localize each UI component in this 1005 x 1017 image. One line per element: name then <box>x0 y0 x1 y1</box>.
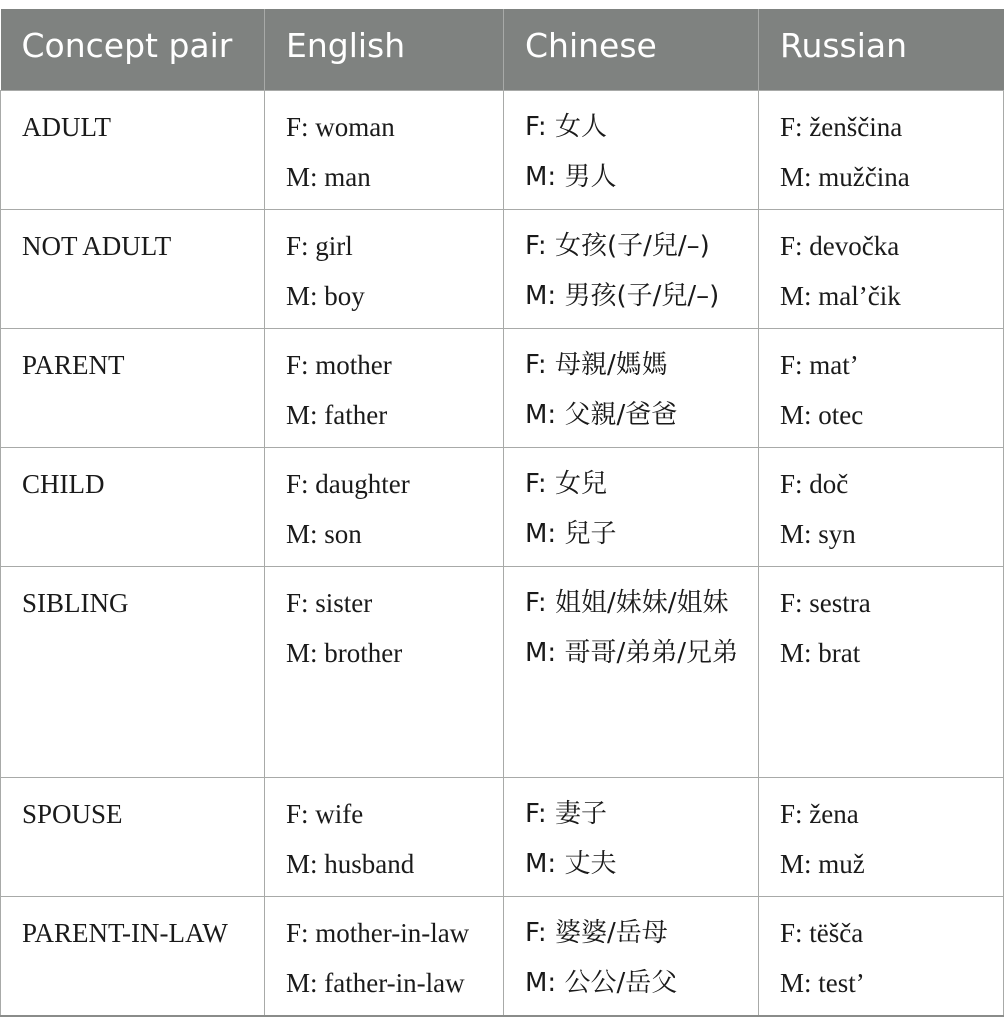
concept-cell <box>1 777 265 896</box>
russian-male: M: muž <box>780 848 865 879</box>
header-row <box>1 9 1004 90</box>
english-male: M: boy <box>286 280 365 311</box>
english-female: F: daughter <box>286 468 410 499</box>
table-row <box>1 209 1004 328</box>
concept-label: PARENT <box>22 349 125 380</box>
table-row <box>1 90 1004 209</box>
russian-male: M: syn <box>780 518 856 549</box>
english-cell <box>265 896 504 1016</box>
english-male: M: man <box>286 161 371 192</box>
chinese-female: F: 姐姐/妹妹/姐妹 <box>525 587 729 618</box>
table-header <box>1 9 1004 90</box>
russian-female: F: ženščina <box>780 111 903 142</box>
english-female: F: mother-in-law <box>286 917 470 948</box>
chinese-cell <box>504 209 759 328</box>
english-male: M: brother <box>286 637 403 668</box>
english-cell <box>265 209 504 328</box>
table-row <box>1 566 1004 777</box>
russian-female: F: devočka <box>780 230 900 261</box>
concept-label: ADULT <box>22 111 112 142</box>
chinese-cell <box>504 777 759 896</box>
english-female: F: mother <box>286 349 392 380</box>
concept-cell <box>1 209 265 328</box>
russian-cell <box>759 896 1004 1016</box>
table-body <box>1 90 1004 1016</box>
concept-label: NOT ADULT <box>22 230 172 261</box>
chinese-female: F: 婆婆/岳母 <box>525 917 668 948</box>
english-female: F: woman <box>286 111 395 142</box>
concept-cell <box>1 90 265 209</box>
russian-female: F: sestra <box>780 587 871 618</box>
english-male: M: husband <box>286 848 415 879</box>
chinese-female: F: 女孩(子/兒/–) <box>525 230 710 261</box>
chinese-cell <box>504 328 759 447</box>
table-row <box>1 777 1004 896</box>
chinese-cell <box>504 90 759 209</box>
russian-cell <box>759 90 1004 209</box>
english-cell <box>265 566 504 777</box>
chinese-female: F: 母親/媽媽 <box>525 349 668 380</box>
russian-cell <box>759 209 1004 328</box>
russian-male: M: mal’čik <box>780 280 901 311</box>
russian-male: M: test’ <box>780 967 865 998</box>
chinese-cell <box>504 566 759 777</box>
chinese-male: M: 父親/爸爸 <box>525 399 678 430</box>
gendered-terms-table <box>0 9 1004 1017</box>
chinese-male: M: 男人 <box>525 161 617 192</box>
concept-cell <box>1 566 265 777</box>
chinese-male: M: 兒子 <box>525 518 617 549</box>
english-cell <box>265 90 504 209</box>
concept-label: CHILD <box>22 468 105 499</box>
russian-male: M: mužčina <box>780 161 910 192</box>
header-concept-pair: Concept pair <box>1 9 265 90</box>
english-cell <box>265 328 504 447</box>
table-row <box>1 447 1004 566</box>
russian-cell <box>759 777 1004 896</box>
english-male: M: father-in-law <box>286 967 465 998</box>
english-female: F: sister <box>286 587 373 618</box>
chinese-male: M: 公公/岳父 <box>525 967 678 998</box>
concept-cell <box>1 328 265 447</box>
english-cell <box>265 777 504 896</box>
russian-female: F: mat’ <box>780 349 859 380</box>
russian-male: M: brat <box>780 637 861 668</box>
chinese-female: F: 女兒 <box>525 468 607 499</box>
english-female: F: girl <box>286 230 353 261</box>
table-row <box>1 896 1004 1016</box>
english-male: M: son <box>286 518 362 549</box>
chinese-cell <box>504 447 759 566</box>
russian-female: F: doč <box>780 468 849 499</box>
russian-male: M: otec <box>780 399 864 430</box>
russian-cell <box>759 566 1004 777</box>
header-chinese: Chinese <box>504 9 759 90</box>
chinese-female: F: 女人 <box>525 111 607 142</box>
russian-female: F: žena <box>780 798 859 829</box>
chinese-male: M: 男孩(子/兒/–) <box>525 280 720 311</box>
chinese-cell <box>504 896 759 1016</box>
concept-cell <box>1 447 265 566</box>
russian-female: F: tëšča <box>780 917 864 948</box>
chinese-male: M: 哥哥/弟弟/兄弟 <box>525 637 738 668</box>
chinese-male: M: 丈夫 <box>525 848 617 879</box>
table-row <box>1 328 1004 447</box>
russian-cell <box>759 447 1004 566</box>
header-russian: Russian <box>759 9 1004 90</box>
russian-cell <box>759 328 1004 447</box>
concept-label: SIBLING <box>22 587 129 618</box>
concept-label: SPOUSE <box>22 798 123 829</box>
english-female: F: wife <box>286 798 364 829</box>
chinese-female: F: 妻子 <box>525 798 607 829</box>
english-cell <box>265 447 504 566</box>
header-english: English <box>265 9 504 90</box>
concept-label: PARENT-IN-LAW <box>22 917 228 948</box>
concept-cell <box>1 896 265 1016</box>
english-male: M: father <box>286 399 388 430</box>
